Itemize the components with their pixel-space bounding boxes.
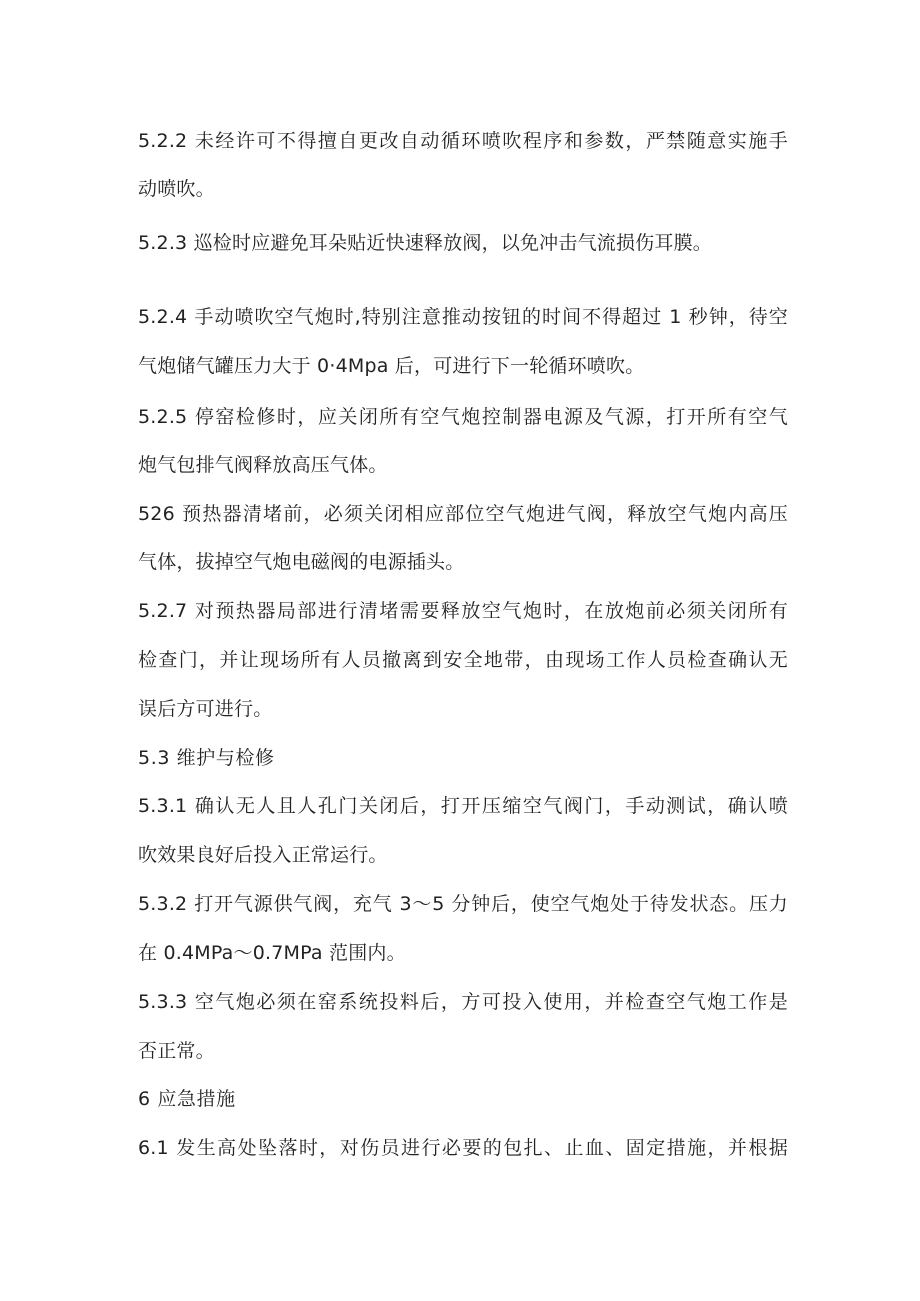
paragraph-5-2-3-line-1: 5.2.3 巡检时应避免耳朵贴近快速释放阀，以免冲击气流损伤耳膜。	[138, 232, 712, 254]
paragraph-5-2-7-line-3: 误后方可进行。	[138, 698, 273, 720]
paragraph-5-3-2-line-1: 5.3.2 打开气源供气阀，充气 3～5 分钟后，使空气炮处于待发状态。压力	[138, 893, 788, 915]
paragraph-5-2-6-line-1: 526 预热器清堵前，必须关闭相应部位空气炮进气阀，释放空气炮内高压	[138, 503, 788, 525]
paragraph-5-2-2-line-2: 动喷吹。	[138, 178, 215, 200]
paragraph-5-2-5-line-1: 5.2.5 停窑检修时，应关闭所有空气炮控制器电源及气源，打开所有空气	[138, 406, 788, 428]
paragraph-5-2-7-line-2: 检查门，并让现场所有人员撤离到安全地带，由现场工作人员检查确认无	[138, 649, 788, 671]
paragraph-5-3-2-line-2: 在 0.4MPa～0.7MPa 范围内。	[138, 942, 406, 964]
paragraph-5-3-1-line-2: 吹效果良好后投入正常运行。	[138, 844, 388, 866]
paragraph-5-2-6-line-2: 气体，拔掉空气炮电磁阀的电源插头。	[138, 551, 465, 573]
paragraph-5-2-7-line-1: 5.2.7 对预热器局部进行清堵需要释放空气炮时，在放炮前必须关闭所有	[138, 600, 788, 622]
paragraph-6-1-line-1: 6.1 发生高处坠落时，对伤员进行必要的包扎、止血、固定措施，并根据	[138, 1137, 788, 1159]
paragraph-5-3-3-line-1: 5.3.3 空气炮必须在窑系统投料后，方可投入使用，并检查空气炮工作是	[138, 991, 788, 1013]
section-heading-6: 6 应急措施	[138, 1088, 236, 1110]
section-heading-5-3: 5.3 维护与检修	[138, 747, 275, 769]
paragraph-5-2-5-line-2: 炮气包排气阀释放高压气体。	[138, 454, 388, 476]
paragraph-5-3-3-line-2: 否正常。	[138, 1040, 215, 1062]
paragraph-5-2-2-line-1: 5.2.2 未经许可不得擅自更改自动循环喷吹程序和参数，严禁随意实施手	[138, 130, 788, 152]
paragraph-5-3-1-line-1: 5.3.1 确认无人且人孔门关闭后，打开压缩空气阀门，手动测试，确认喷	[138, 795, 788, 817]
paragraph-5-2-4-line-1: 5.2.4 手动喷吹空气炮时,特别注意推动按钮的时间不得超过 1 秒钟，待空	[138, 306, 788, 328]
paragraph-5-2-4-line-2: 气炮储气罐压力大于 0·4Mpa 后，可进行下一轮循环喷吹。	[138, 355, 645, 377]
